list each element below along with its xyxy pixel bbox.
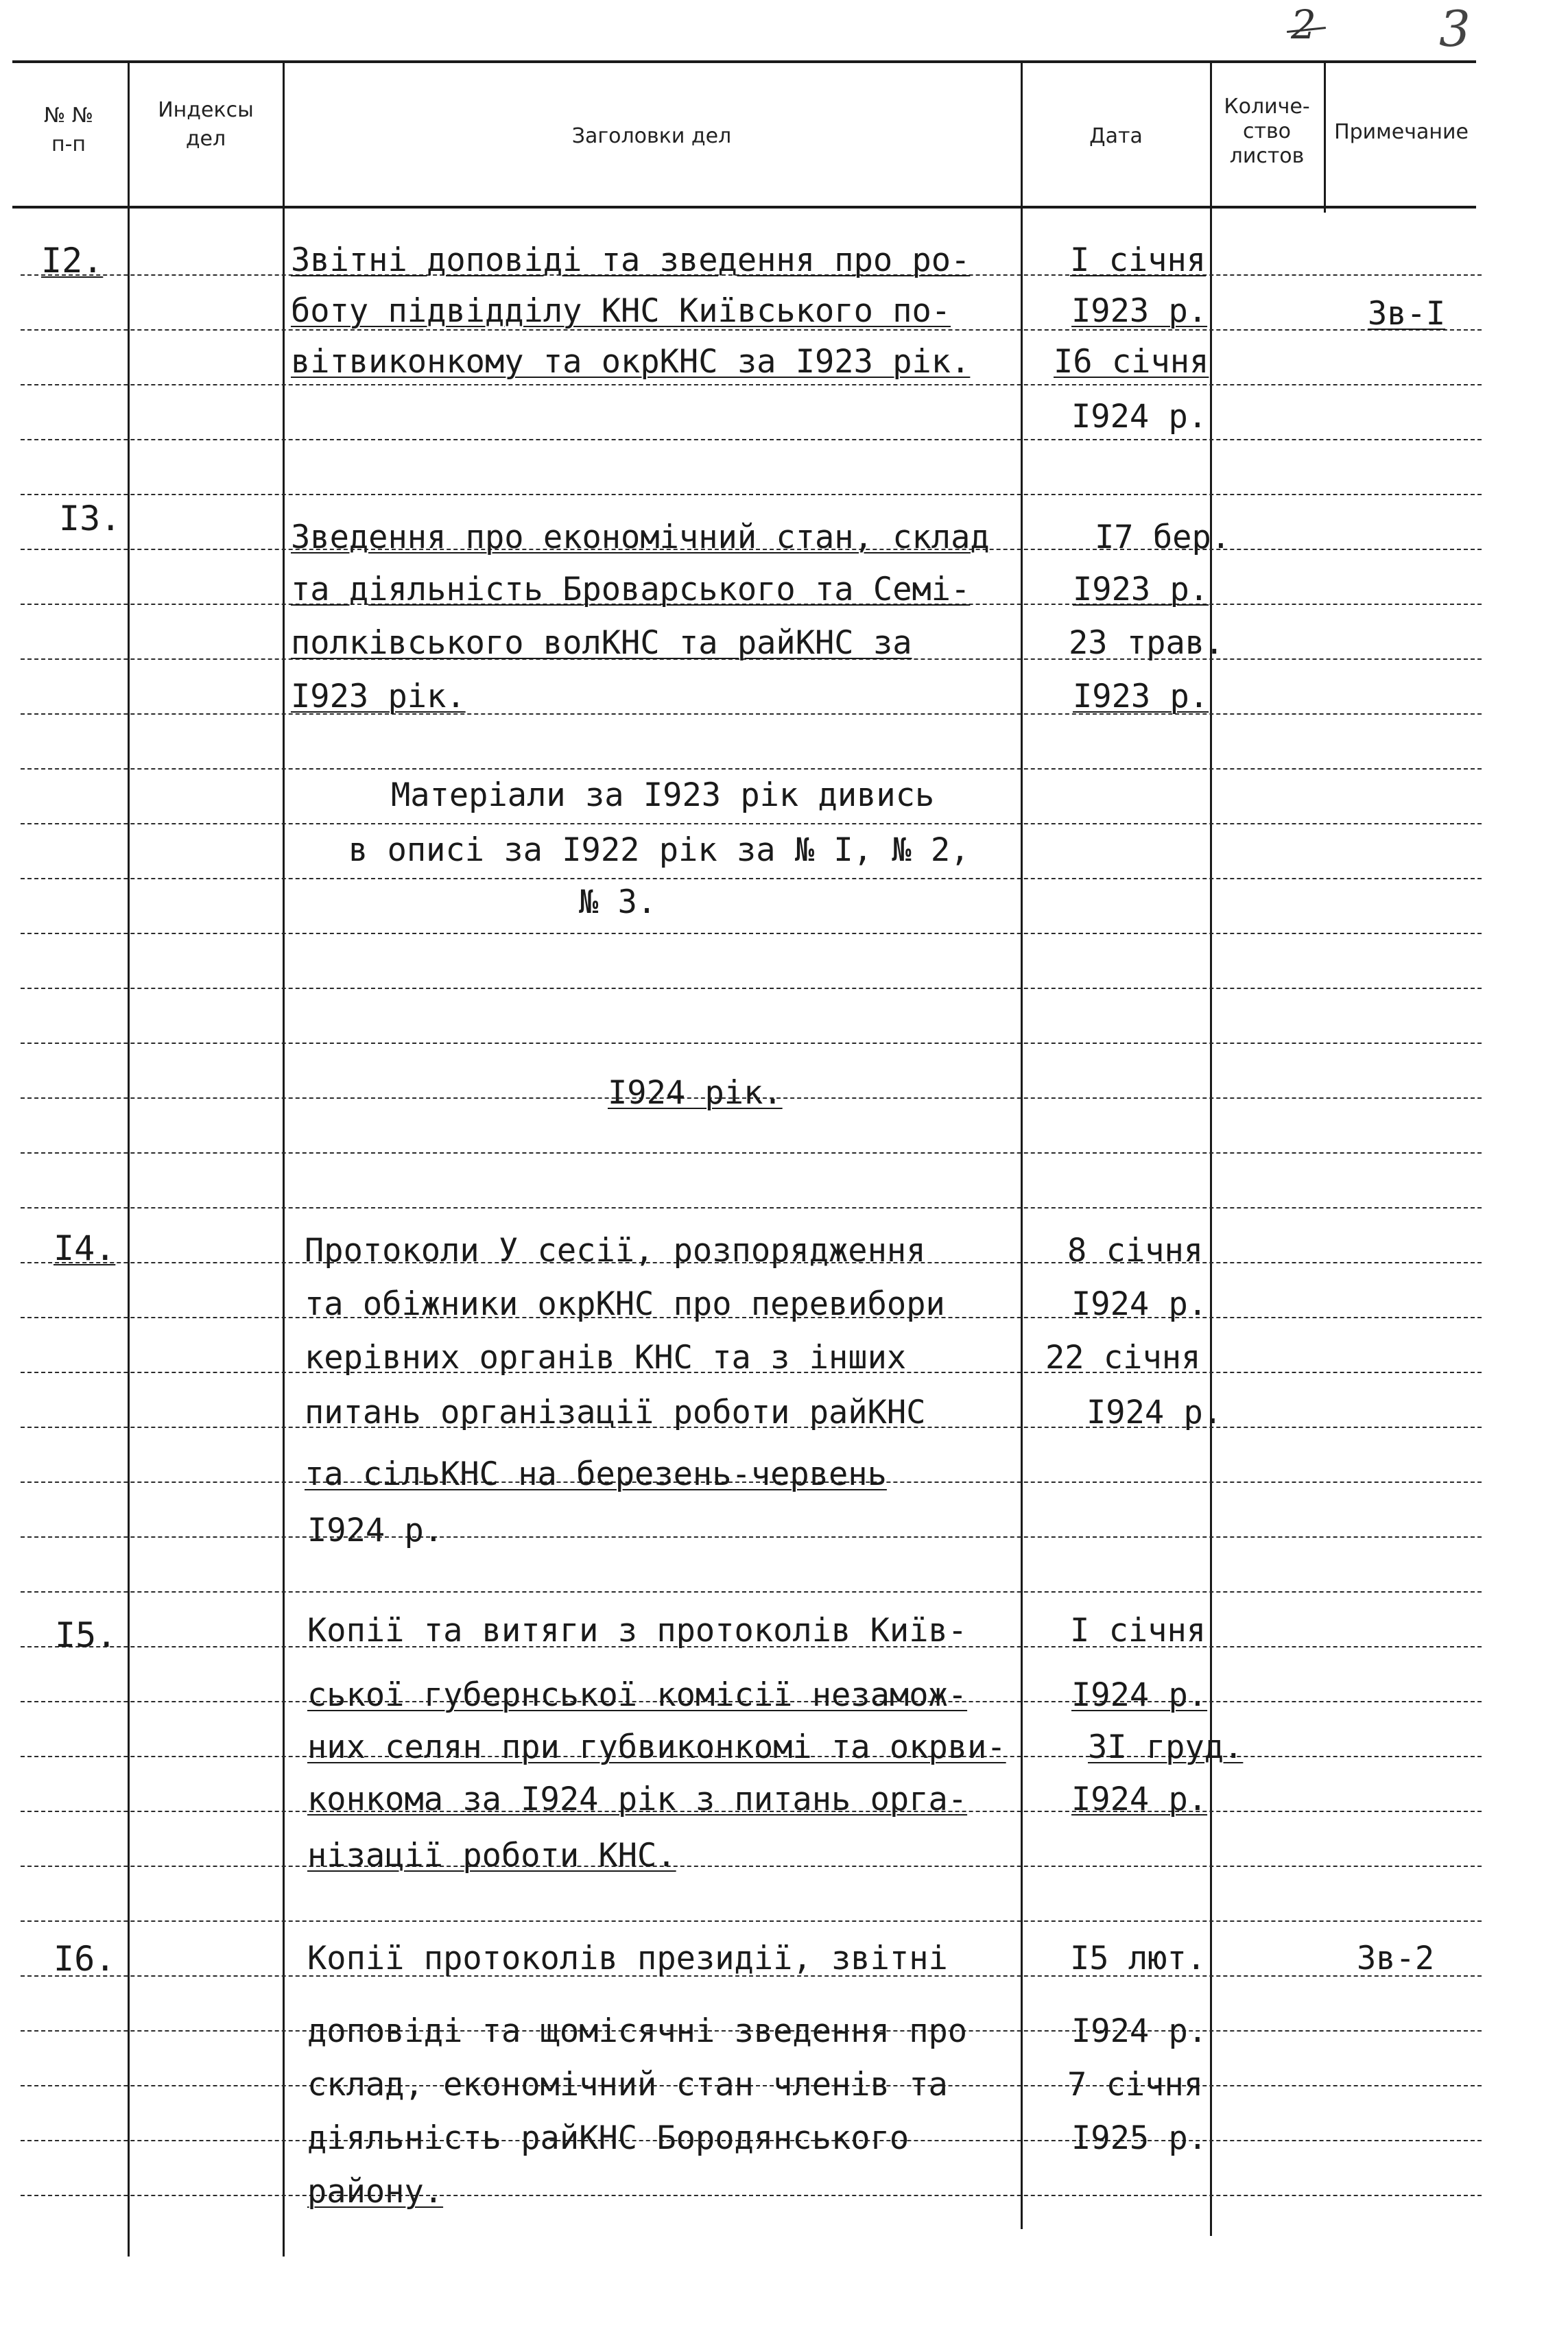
entry-title-line: вітвиконкому та окрКНС за I923 рік. — [291, 343, 971, 381]
column-divider — [1324, 62, 1326, 213]
ruled-line — [21, 878, 1482, 879]
entry-date-line: I924 р. — [1086, 1394, 1223, 1431]
ruled-line — [21, 494, 1482, 495]
entry-date-line: 23 трав. — [1069, 624, 1224, 662]
entry-number: I5. — [55, 1615, 117, 1655]
entry-title-line: Зведення про економічний стан, склад — [291, 519, 990, 556]
entry-number: I6. — [54, 1939, 116, 1979]
page-number: 3 — [1439, 0, 1471, 58]
entry-title-line: району. — [307, 2173, 444, 2211]
reference-note-line: в описі за I922 рік за № I, № 2, — [348, 831, 970, 869]
ruled-line — [21, 768, 1482, 770]
entry-date-line: 22 січня — [1045, 1339, 1201, 1377]
entry-title-line: Копії протоколів президії, звітні — [307, 1940, 948, 1977]
entry-title-line: та обіжники окрКНС про перевибори — [305, 1285, 945, 1323]
ruled-line — [21, 439, 1482, 440]
ruled-line — [21, 1920, 1482, 1922]
entry-title-line: Звітні доповіді та зведення про ро- — [291, 241, 971, 279]
crossed-page-number: 2 — [1291, 1, 1316, 48]
table-top-border — [12, 60, 1476, 63]
column-divider — [1021, 62, 1023, 2229]
entry-title-line: та діяльність Броварського та Семі- — [291, 571, 971, 608]
entry-title-line: Копії та витяги з протоколів Київ- — [307, 1612, 968, 1650]
ruled-line — [21, 713, 1482, 715]
entry-date-line: I923 р. — [1071, 292, 1208, 330]
ruled-line — [21, 384, 1482, 385]
entry-title-line: керівних органів КНС та з інших — [305, 1339, 907, 1377]
column-divider — [128, 62, 130, 2257]
ruled-line — [21, 1207, 1482, 1209]
reference-note-line: Матеріали за I923 рік дивись — [391, 776, 935, 814]
entry-date-line: I січня — [1070, 241, 1207, 279]
ruled-line — [21, 1591, 1482, 1593]
header-sheets: Количе- ство листов — [1224, 95, 1310, 168]
ruled-line — [21, 823, 1482, 824]
header-number: № № п-п — [44, 104, 93, 156]
entry-number: I3. — [59, 499, 121, 538]
entry-date-line: I925 р. — [1071, 2119, 1208, 2157]
entry-date-line: 3I груд. — [1088, 1728, 1244, 1766]
entry-title-line: полківського волКНС та райКНС за — [291, 624, 912, 662]
entry-date-line: I924 р. — [1071, 1781, 1208, 1818]
entry-title-line: питань організації роботи райКНС — [305, 1394, 926, 1431]
entry-date-line: I923 р. — [1073, 571, 1209, 608]
ruled-line — [21, 1152, 1482, 1154]
entry-date-line: I924 р. — [1071, 1676, 1208, 1714]
entry-title-line: них селян при губвиконкомі та окрви- — [307, 1728, 1006, 1766]
column-divider — [1210, 62, 1212, 2236]
entry-date-line: I923 р. — [1073, 678, 1209, 715]
entry-title-line: доповіді та щомісячні зведення про — [307, 2012, 968, 2050]
ruled-line — [21, 1866, 1482, 1867]
entry-number: I4. — [54, 1228, 116, 1268]
reference-note-line: № 3. — [579, 883, 657, 921]
entry-note: Зв-I — [1368, 295, 1446, 333]
header-bottom-border — [12, 206, 1476, 209]
ruled-line — [21, 988, 1482, 989]
entry-title-line: ської губернської комісії незамож- — [307, 1676, 968, 1714]
entry-note: Зв-2 — [1357, 1940, 1435, 1977]
entry-date-line: I924 р. — [1071, 1285, 1208, 1323]
ruled-line — [21, 2195, 1482, 2196]
entry-date-line: I924 р. — [1071, 2012, 1208, 2050]
header-date: Дата — [1089, 124, 1143, 148]
header-note: Примечание — [1334, 120, 1469, 144]
entry-date-line: I7 бер. — [1095, 519, 1231, 556]
entry-date-line: I січня — [1070, 1612, 1207, 1650]
column-divider — [283, 62, 285, 2257]
entry-number: I2. — [41, 241, 104, 281]
ruled-line — [21, 933, 1482, 934]
entry-title-line: діяльність райКНС Бородянського — [307, 2119, 910, 2157]
entry-title-line: нізації роботи КНС. — [307, 1837, 676, 1874]
ruled-line — [21, 1536, 1482, 1538]
entry-date-line: I6 січня — [1054, 343, 1209, 381]
entry-title-line: конкома за I924 рік з питань орга- — [307, 1781, 968, 1818]
entry-title-line: I923 рік. — [291, 678, 466, 715]
entry-title-line: I924 р. — [307, 1512, 444, 1549]
entry-date-line: 8 січня — [1067, 1232, 1204, 1270]
year-heading: I924 рік. — [608, 1074, 783, 1112]
entry-title-line: Протоколи У сесії, розпорядження — [305, 1232, 926, 1270]
entry-title-line: та сільКНС на березень-червень — [305, 1455, 887, 1493]
entry-title-line: боту підвідділу КНС Київського по- — [291, 292, 951, 330]
entry-date-line: 7 січня — [1067, 2066, 1204, 2104]
entry-title-line: склад, економічний стан членів та — [307, 2066, 948, 2104]
ruled-line — [21, 1043, 1482, 1044]
header-title: Заголовки дел — [571, 124, 732, 148]
header-index: Индексы дел — [158, 98, 254, 151]
entry-date-line: I924 р. — [1071, 398, 1208, 436]
entry-date-line: I5 лют. — [1070, 1940, 1207, 1977]
